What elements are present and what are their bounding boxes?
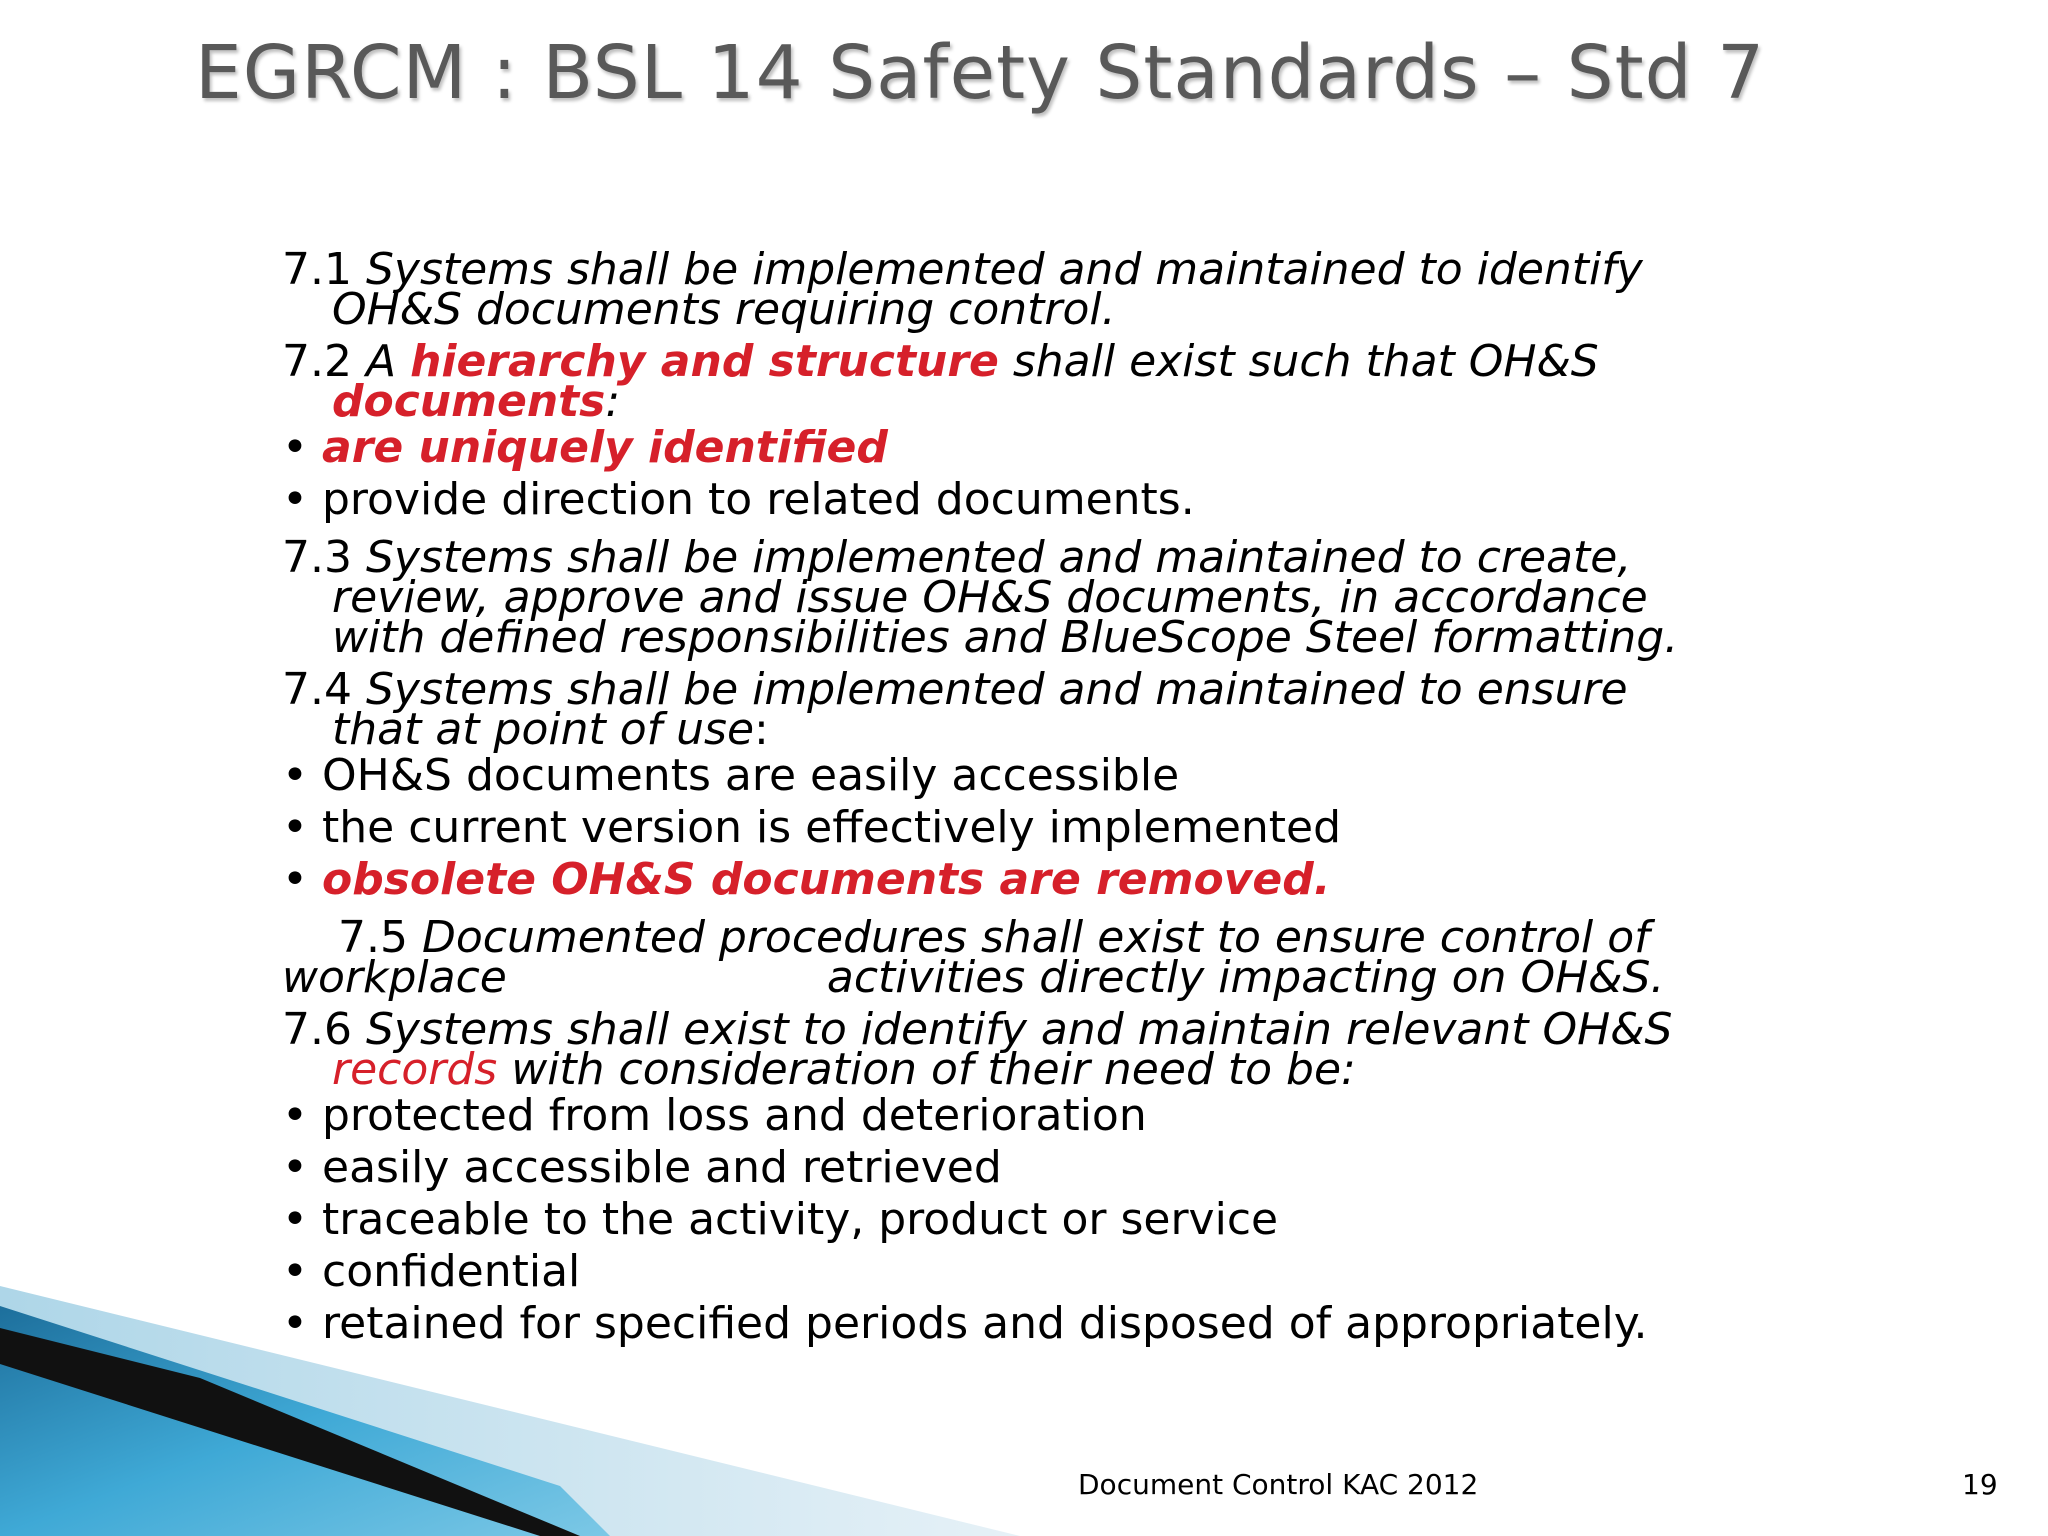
- clause-text: Systems shall exist to identify and maintain relevant OH&S: [351, 1004, 1673, 1055]
- bullet-item: [282, 1090, 2002, 1142]
- bullet-icon: •: [282, 1194, 308, 1245]
- bullet-item: [282, 854, 2002, 906]
- clause-text-continued: review, approve and issue OH&S documents, in accordance: [332, 572, 1648, 623]
- clause-text: :: [605, 376, 621, 427]
- highlight-text: documents: [332, 376, 606, 427]
- clause-7-5: [282, 912, 2002, 1003]
- bullet-text: retained for specified periods and disposed of appropriately.: [322, 1298, 1648, 1349]
- slide-body: [282, 244, 2002, 1350]
- bullet-icon: •: [282, 854, 308, 905]
- clause-7-3: [282, 532, 2002, 663]
- highlight-text: records: [332, 1044, 498, 1095]
- bullet-icon: •: [282, 1298, 308, 1349]
- clause-text: Systems shall be implemented and maintained to ensure: [351, 664, 1628, 715]
- bullet-text: the current version is effectively implemented: [322, 802, 1342, 853]
- clause-text: Systems shall be implemented and maintained to create,: [351, 532, 1632, 583]
- clause-number: 7.4: [282, 664, 352, 715]
- clause-text-continued: OH&S documents requiring control.: [332, 284, 1116, 335]
- highlight-text: are uniquely identified: [322, 422, 888, 473]
- slide-title: EGRCM : BSL 14 Safety Standards – Std 7: [195, 30, 1766, 116]
- clause-colon: :: [754, 704, 769, 755]
- bullet-icon: •: [282, 1142, 308, 1193]
- clause-number: 7.5: [338, 912, 408, 963]
- clause-number: 7.2: [282, 336, 352, 387]
- bullet-text: confidential: [322, 1246, 581, 1297]
- clause-number: 7.6: [282, 1004, 352, 1055]
- bullet-icon: •: [282, 750, 308, 801]
- clause-number: 7.1: [282, 244, 352, 295]
- clause-7-1: [282, 244, 2002, 335]
- clause-number: 7.3: [282, 532, 352, 583]
- highlight-text: obsolete OH&S documents are removed.: [322, 854, 1331, 905]
- clause-text: Documented procedures shall exist to ensure control of: [407, 912, 1650, 963]
- bullet-icon: •: [282, 474, 308, 525]
- clause-text-continued: that at point of use: [332, 704, 755, 755]
- bullet-item: [282, 802, 2002, 854]
- clause-text: A: [351, 336, 411, 387]
- bullet-item: [282, 750, 2002, 802]
- clause-text-continued: with defined responsibilities and BlueScope Steel formatting.: [332, 612, 1679, 663]
- bullet-icon: •: [282, 1090, 308, 1141]
- bullet-text: protected from loss and deterioration: [322, 1090, 1147, 1141]
- clause-text-continued: activities directly impacting on OH&S.: [826, 952, 1665, 1003]
- bullet-text: provide direction to related documents.: [322, 474, 1195, 525]
- clause-7-2: [282, 336, 2002, 427]
- bullet-text: easily accessible and retrieved: [322, 1142, 1002, 1193]
- clause-7-4: [282, 664, 2002, 755]
- bullet-icon: •: [282, 422, 308, 473]
- bullet-item: [282, 474, 2002, 526]
- clause-7-6: [282, 1004, 2002, 1095]
- footer-label: Document Control KAC 2012: [1078, 1468, 1479, 1501]
- bullet-text: OH&S documents are easily accessible: [322, 750, 1180, 801]
- clause-text: shall exist such that OH&S: [998, 336, 1599, 387]
- bullet-item: [282, 422, 2002, 474]
- bullet-item: [282, 1194, 2002, 1246]
- clause-text: Systems shall be implemented and maintained to identify: [351, 244, 1643, 295]
- bullet-item: [282, 1142, 2002, 1194]
- highlight-text: hierarchy and structure: [410, 336, 999, 387]
- bullet-text: traceable to the activity, product or service: [322, 1194, 1279, 1245]
- bullet-icon: •: [282, 802, 308, 853]
- clause-text-continued: with consideration of their need to be:: [497, 1044, 1356, 1095]
- page-number: 19: [1962, 1468, 1998, 1501]
- decorative-swoosh: [0, 1286, 1020, 1536]
- clause-text-continued: workplace: [282, 952, 507, 1003]
- bullet-icon: •: [282, 1246, 308, 1297]
